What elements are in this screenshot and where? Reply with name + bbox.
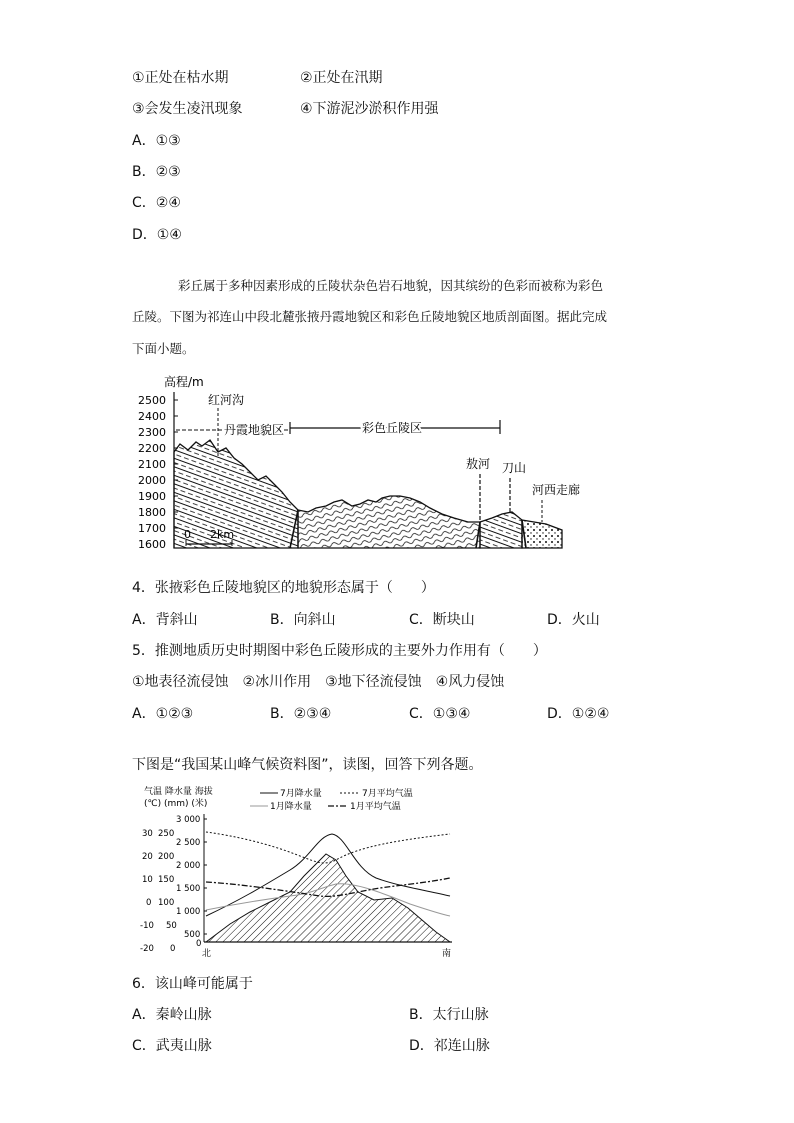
scale-label: 2km xyxy=(210,528,235,541)
q5-items: ①地表径流侵蚀 ②冰川作用 ③地下径流侵蚀 ④风力侵蚀 xyxy=(132,674,505,690)
q3-item-3: ③会发生凌汛现象 xyxy=(132,101,243,117)
colored-hills-strata xyxy=(298,496,480,548)
daoshan-block xyxy=(480,512,522,548)
q3-option-d[interactable]: D．①④ xyxy=(132,227,182,243)
temp-tick: -20 xyxy=(140,944,154,954)
scale-zero: 0 xyxy=(184,528,191,541)
profile-y-tick: 2200 xyxy=(138,442,166,455)
q4-stem: 4．张掖彩色丘陵地貌区的地貌形态属于（ ） xyxy=(132,580,435,596)
q5-option-c[interactable]: C．①③④ xyxy=(409,706,471,722)
profile-y-tick: 2300 xyxy=(138,426,166,439)
profile-y-tick: 2500 xyxy=(138,394,166,407)
q4-option-a[interactable]: A．背斜山 xyxy=(132,612,198,628)
profile-y-tick: 1600 xyxy=(138,538,166,551)
direction-north: 北 xyxy=(202,949,212,959)
alt-tick: 500 xyxy=(184,930,201,940)
label-hexi: 河西走廊 xyxy=(532,483,581,497)
label-aohe: 敖河 xyxy=(466,457,491,471)
q4-option-c[interactable]: C．断块山 xyxy=(409,612,475,628)
temp-tick: -10 xyxy=(140,921,154,931)
label-honghegou: 红河沟 xyxy=(208,393,245,407)
legend-july-temp: 7月平均气温 xyxy=(362,789,413,799)
passage-line-3: 下面小题。 xyxy=(132,341,195,356)
q5-stem: 5．推测地质历史时期图中彩色丘陵形成的主要外力作用有（ ） xyxy=(132,643,547,659)
direction-south: 南 xyxy=(442,949,452,959)
climate-units: (℃) (mm) (米) xyxy=(144,799,208,809)
temp-tick: 0 xyxy=(146,898,152,908)
q6-stem: 6．该山峰可能属于 xyxy=(132,976,253,992)
temp-tick: 10 xyxy=(142,875,153,885)
profile-y-axis-title: 高程/m xyxy=(164,375,204,389)
label-danxia: 丹霞地貌区 xyxy=(224,423,285,437)
precip-tick: 0 xyxy=(170,944,176,954)
passage-line-2: 丘陵。下图为祁连山中段北麓张掖丹霞地貌区和彩色丘陵地貌区地质剖面图。据此完成 xyxy=(132,309,608,324)
profile-y-tick: 2100 xyxy=(138,458,166,471)
alt-tick: 3 000 xyxy=(176,815,201,825)
profile-y-tick: 2000 xyxy=(138,474,166,487)
legend-july-precip: 7月降水量 xyxy=(280,789,322,799)
geologic-profile-figure xyxy=(130,372,581,554)
alt-tick: 1 500 xyxy=(176,884,201,894)
q5-option-b[interactable]: B．②③④ xyxy=(270,706,332,722)
danxia-strata xyxy=(174,440,298,548)
q3-item-2: ②正处在汛期 xyxy=(300,70,383,86)
alt-tick: 0 xyxy=(196,939,202,949)
precip-tick: 250 xyxy=(158,829,175,839)
q6-option-a[interactable]: A．秦岭山脉 xyxy=(132,1007,212,1023)
q6-option-b[interactable]: B．太行山脉 xyxy=(409,1007,489,1023)
profile-y-tick: 1800 xyxy=(138,506,166,519)
temp-tick: 30 xyxy=(142,829,153,839)
q3-option-a[interactable]: A．①③ xyxy=(132,133,181,149)
label-daoshan: 刀山 xyxy=(502,461,527,475)
q4-option-d[interactable]: D．火山 xyxy=(547,612,600,628)
precip-tick: 50 xyxy=(166,921,177,931)
precip-tick: 150 xyxy=(158,875,175,885)
legend-jan-precip: 1月降水量 xyxy=(270,802,312,812)
q4-option-b[interactable]: B．向斜山 xyxy=(270,612,336,628)
q3-option-b[interactable]: B．②③ xyxy=(132,164,181,180)
climate-figure xyxy=(140,784,460,964)
q5-option-d[interactable]: D．①②④ xyxy=(547,706,610,722)
legend-jan-temp: 1月平均气温 xyxy=(350,802,401,812)
q3-option-c[interactable]: C．②④ xyxy=(132,195,181,211)
precip-tick: 200 xyxy=(158,852,175,862)
hexi-corridor-sediment xyxy=(522,520,562,548)
climate-header: 气温 降水量 海拔 xyxy=(144,787,213,797)
climate-intro: 下图是“我国某山峰气候资料图”，读图，回答下列各题。 xyxy=(132,757,483,773)
profile-y-tick: 1700 xyxy=(138,522,166,535)
label-caise: 彩色丘陵区 xyxy=(362,421,423,435)
precip-tick: 100 xyxy=(158,898,175,908)
alt-tick: 2 000 xyxy=(176,861,201,871)
q6-option-c[interactable]: C．武夷山脉 xyxy=(132,1038,212,1054)
passage-line-1: 彩丘属于多种因素形成的丘陵状杂色岩石地貌，因其缤纷的色彩而被称为彩色 xyxy=(178,278,604,293)
q6-option-d[interactable]: D．祁连山脉 xyxy=(409,1038,490,1054)
q5-option-a[interactable]: A．①②③ xyxy=(132,706,194,722)
temp-tick: 20 xyxy=(142,852,153,862)
profile-y-tick: 1900 xyxy=(138,490,166,503)
profile-y-ticks xyxy=(138,394,166,551)
profile-y-tick: 2400 xyxy=(138,410,166,423)
q3-item-1: ①正处在枯水期 xyxy=(132,70,229,86)
q3-item-4: ④下游泥沙淤积作用强 xyxy=(300,101,439,117)
alt-tick: 1 000 xyxy=(176,907,201,917)
alt-tick: 2 500 xyxy=(176,838,201,848)
